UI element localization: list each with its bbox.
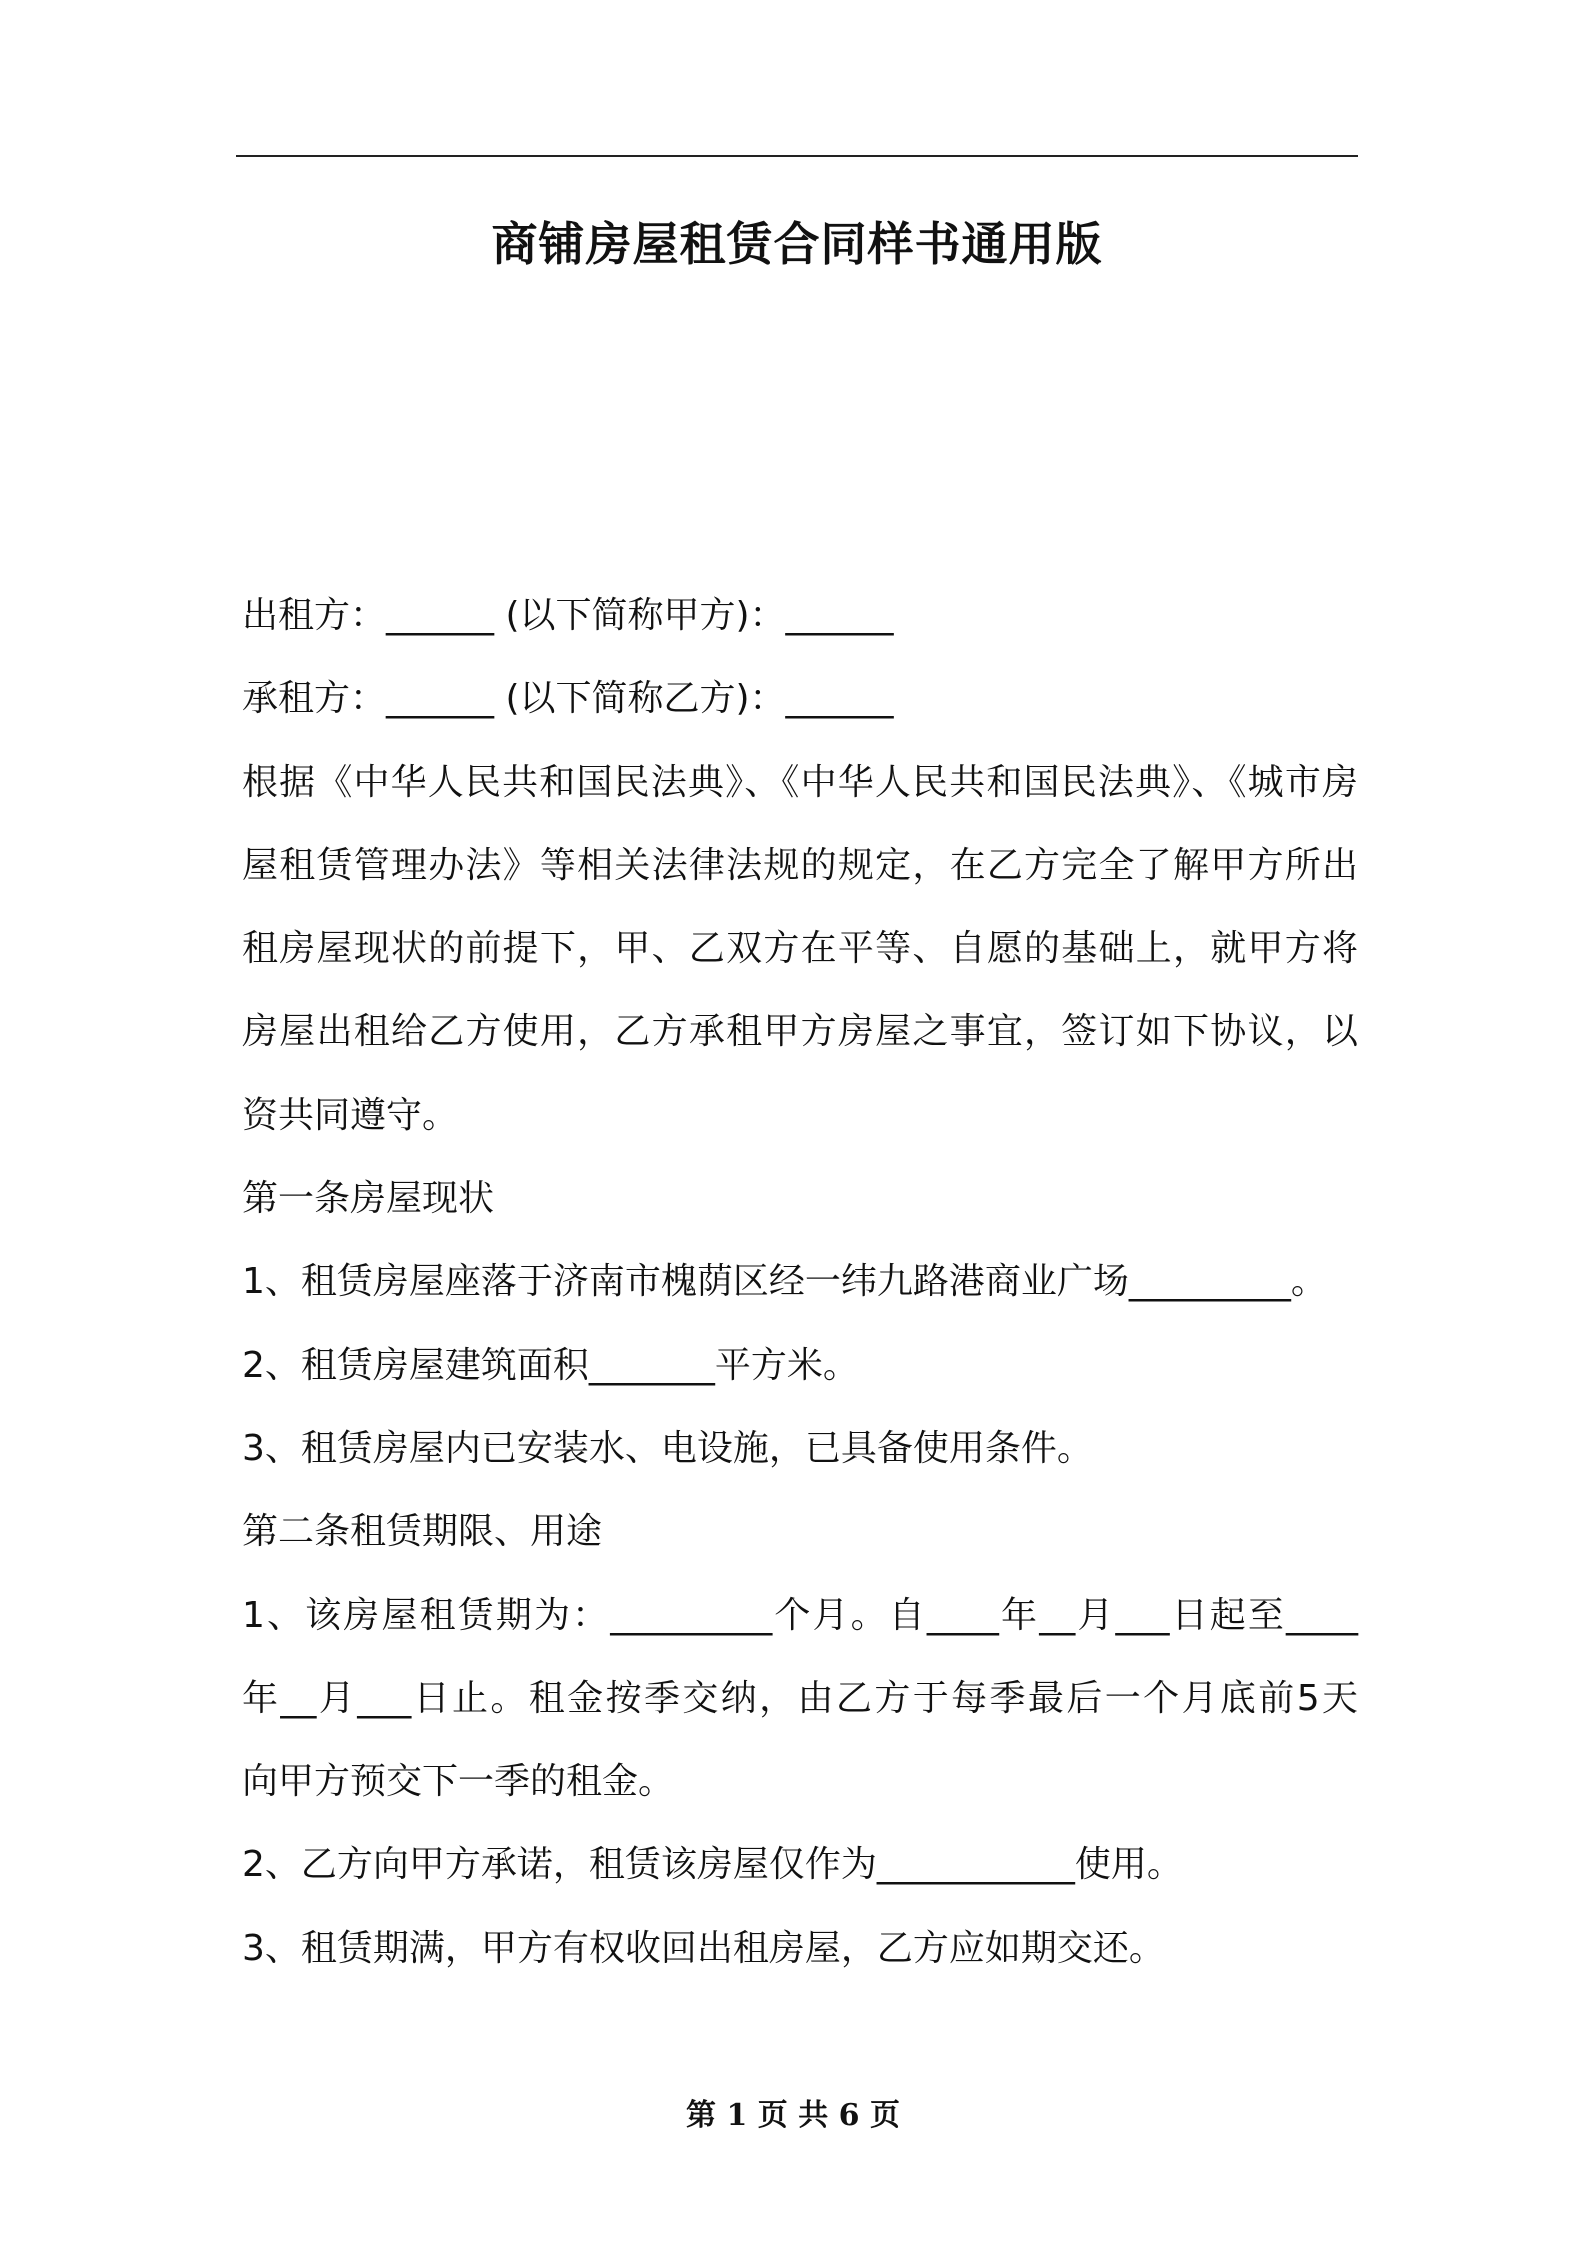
page-number: 第 1 页 共 6 页 — [686, 2098, 900, 2133]
preamble-line-5: 资共同遵守。 — [242, 1094, 459, 1136]
lessor-line: 出租方：______ (以下简称甲方)：______ — [242, 595, 894, 636]
preamble-line-4: 房屋出租给乙方使用，乙方承租甲方房屋之事宜，签订如下协议，以 — [242, 1011, 1358, 1053]
header-rule — [236, 155, 1358, 157]
document-title: 商铺房屋租赁合同样书通用版 — [491, 217, 1103, 271]
lessee-line: 承租方：______ (以下简称乙方)：______ — [242, 678, 894, 720]
article-1-item-3: 3、租赁房屋内已安装水、电设施，已具备使用条件。 — [242, 1427, 1093, 1469]
article-2-item-1-line-1: 1、该房屋租赁期为：_________个月。自____年__月___日起至____ — [242, 1594, 1358, 1636]
preamble-line-1: 根据《中华人民共和国民法典》、《中华人民共和国民法典》、《城市房 — [242, 761, 1358, 803]
article-1-heading: 第一条房屋现状 — [242, 1178, 495, 1220]
document-body — [242, 574, 1358, 1990]
preamble-line-2: 屋租赁管理办法》等相关法律法规的规定，在乙方完全了解甲方所出 — [242, 844, 1358, 886]
article-2-item-1-line-3: 向甲方预交下一季的租金。 — [242, 1761, 675, 1803]
preamble-line-3: 租房屋现状的前提下，甲、乙双方在平等、自愿的基础上，就甲方将 — [242, 928, 1358, 970]
article-2-item-1-line-2: 年__月___日止。租金按季交纳，由乙方于每季最后一个月底前5天 — [242, 1677, 1358, 1719]
article-2-heading: 第二条租赁期限、用途 — [242, 1511, 603, 1553]
article-2-item-3: 3、租赁期满，甲方有权收回出租房屋，乙方应如期交还。 — [242, 1927, 1165, 1969]
article-1-item-1: 1、租赁房屋座落于济南市槐荫区经一纬九路港商业广场_________。 — [242, 1261, 1327, 1303]
article-2-item-2: 2、乙方向甲方承诺，租赁该房屋仅作为___________使用。 — [242, 1844, 1183, 1886]
article-1-item-2: 2、租赁房屋建筑面积_______平方米。 — [242, 1344, 859, 1386]
